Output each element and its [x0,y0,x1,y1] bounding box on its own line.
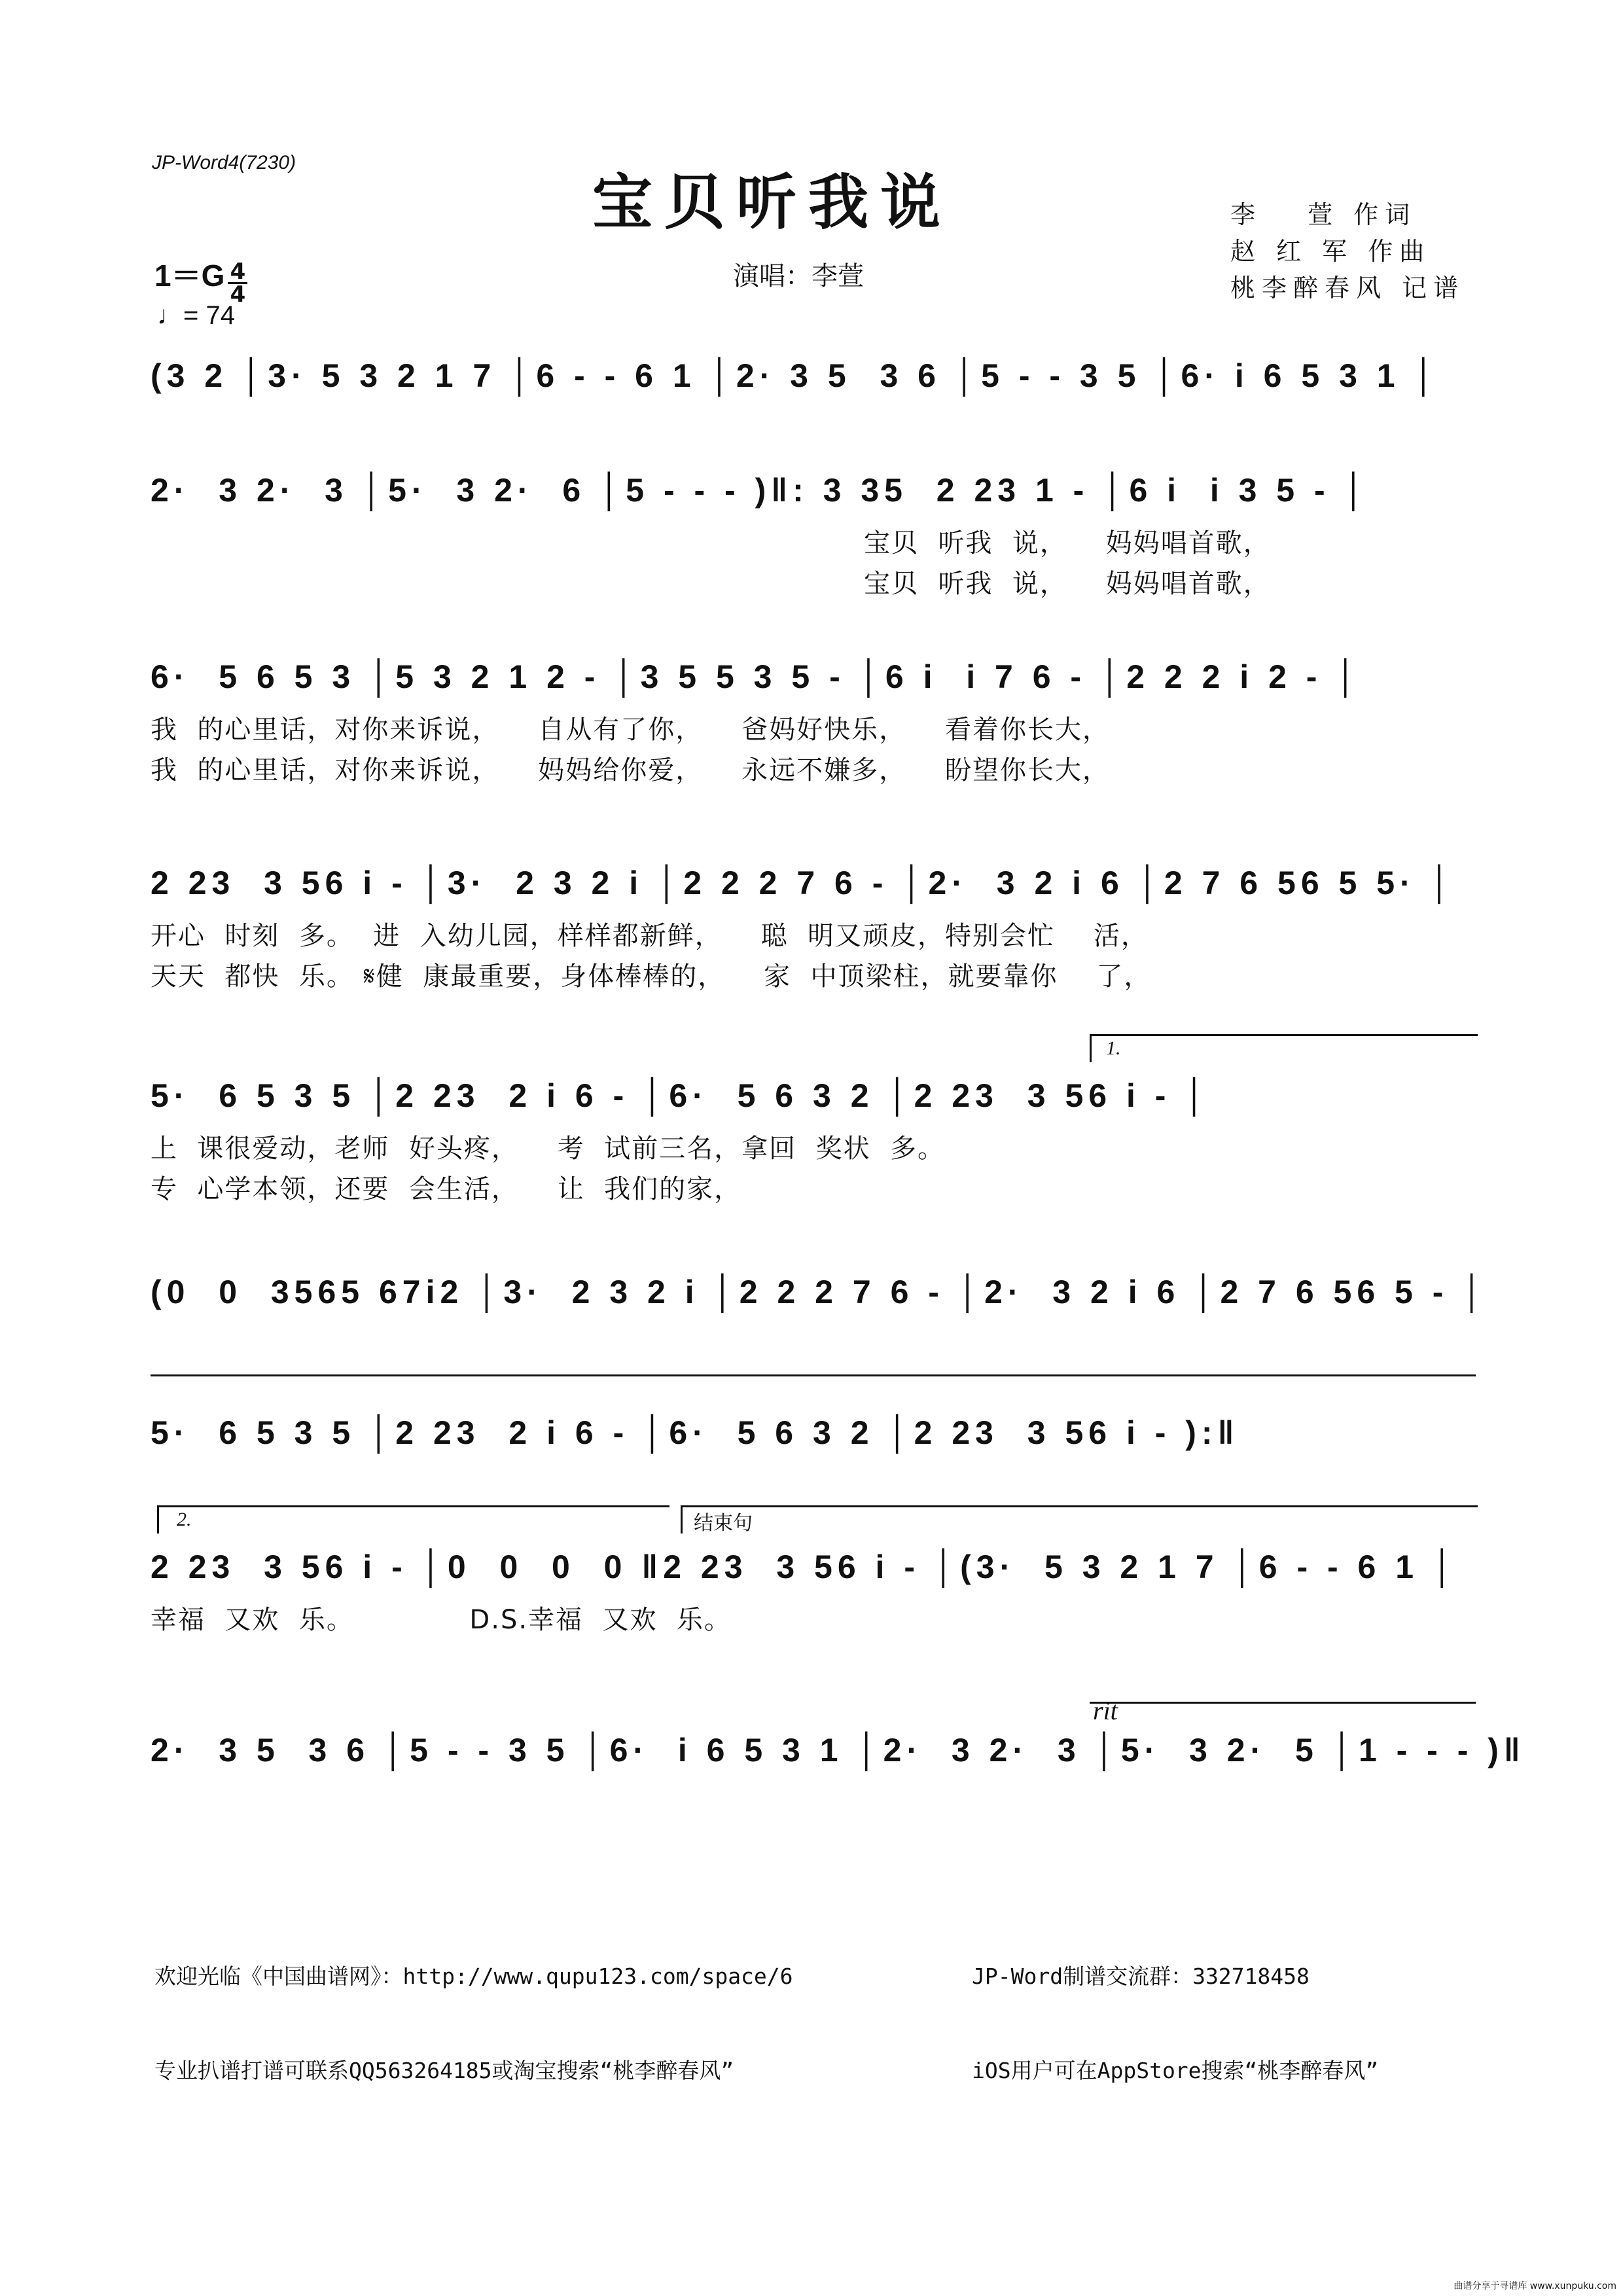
rit-line [1090,1702,1476,1704]
volta-2-bracket [157,1505,669,1534]
footer-ios: iOS用户可在AppStore搜索“桃李醉春风” [972,2058,1379,2083]
lyric-verse-2: 宝贝 听我 说， 妈妈唱首歌， [864,569,1271,599]
key-signature [154,252,247,308]
singer: 演唱：李萱 [733,261,864,291]
tempo-marking: ♩= 74 [157,301,235,330]
lyric-verse-1: 幸福 又欢 乐。 D.S.幸福 又欢 乐。 [151,1605,732,1635]
notes: 2 23 3 56 i - │0 0 0 0 ‖2 23 3 56 i - │(3· 5 3 2 1 7 │6 - - 6 1 │ [151,1549,1459,1585]
footer-website[interactable]: 欢迎光临《中国曲谱网》：http://www.qupu123.com/space/6 [154,1964,793,1989]
footer-left [154,1898,793,2118]
notes: 6· 5 6 5 3 │5 3 2 1 2 - │3 5 5 3 5 - │6 i i 7 6 - │2 2 2 i 2 - │ [151,658,1363,695]
notes: 2· 3 2· 3 │5· 3 2· 6 │5 - - - )‖: 3 35 2 23 1 - │6 i i 3 5 - │ [151,472,1370,509]
lyric-verse-1: 上 课很爱动，老师 好头疼， 考 试前三名，拿回 奖状 多。 [151,1134,946,1164]
coda-bracket [681,1505,1478,1534]
software-label: JP-Word4(7230) [152,152,296,173]
footer-contact: 专业扒谱打谱可联系QQ563264185或淘宝搜索“桃李醉春风” [154,2058,734,2083]
lyric-verse-2: 天天 都快 乐。 𝄋健 康最重要，身体棒棒的， 家 中顶梁柱，就要靠你 了， [151,961,1152,992]
lyric-verse-2: 我 的心里话，对你来诉说， 妈妈给你爱， 永远不嫌多， 盼望你长大， [151,755,1111,785]
volta-1-label: 1. [1106,1037,1121,1059]
footer-right [972,1898,1378,2118]
notes: 2 23 3 56 i - │3· 2 3 2 i │2 2 2 7 6 - │2· 3 2 i 6 │2 7 6 56 5 5· │ [151,865,1456,901]
credits [1230,196,1465,306]
notes: 5· 6 5 3 5 │2 23 2 i 6 - │6· 5 6 3 2 │2 23 3 56 i - ):‖ [151,1414,1240,1451]
coda-label: 结束句 [694,1512,753,1535]
lyric-verse-1: 宝贝 听我 说， 妈妈唱首歌， [864,528,1271,558]
notes: 2· 3 5 3 6 │5 - - 3 5 │6· i 6 5 3 1 │2· 3 2· 3 │5· 3 2· 5 │1 - - - )‖ [151,1732,1525,1768]
footer-group: JP-Word制谱交流群：332718458 [972,1964,1310,1989]
notes: 5· 6 5 3 5 │2 23 2 i 6 - │6· 5 6 3 2 │2 23 3 56 i - │ [151,1077,1211,1114]
lyric-verse-1: 开心 时刻 多。 进 入幼儿园，样样都新鲜， 聪 明又顽皮，特别会忙 活， [151,921,1149,951]
rit-marking: rit [1093,1696,1118,1725]
composer: 赵 红 军 作曲 [1230,237,1431,266]
lyric-verse-1: 我 的心里话，对你来诉说， 自从有了你， 爸妈好快乐， 看着你长大， [151,715,1111,745]
key: 1＝G [154,259,225,293]
time-signature: $\frac{4}{4}$ [228,262,247,304]
song-title: 宝贝听我说 [592,167,953,238]
notes: (0 0 3565 67i2 │3· 2 3 2 i │2 2 2 7 6 - │2· 3 2 i 6 │2 7 6 56 5 - │ [151,1274,1489,1310]
volta-1-continuation [151,1374,1476,1376]
volta-2-label: 2. [177,1509,192,1530]
lyric-verse-2: 专 心学本领，还要 会生活， 让 我们的家， [151,1174,742,1204]
notes: (3 2 │3· 5 3 2 1 7 │6 - - 6 1 │2· 3 5 3 6 │5 - - 3 5 │6· i 6 5 3 1 │ [151,357,1440,394]
watermark: 曲谱分享于寻谱库 www.xunpuku.com [1454,2281,1616,2291]
transcriber: 桃李醉春风 记谱 [1230,274,1465,302]
lyricist: 李 萱 作词 [1230,200,1417,229]
volta-1-bracket [1090,1034,1478,1062]
